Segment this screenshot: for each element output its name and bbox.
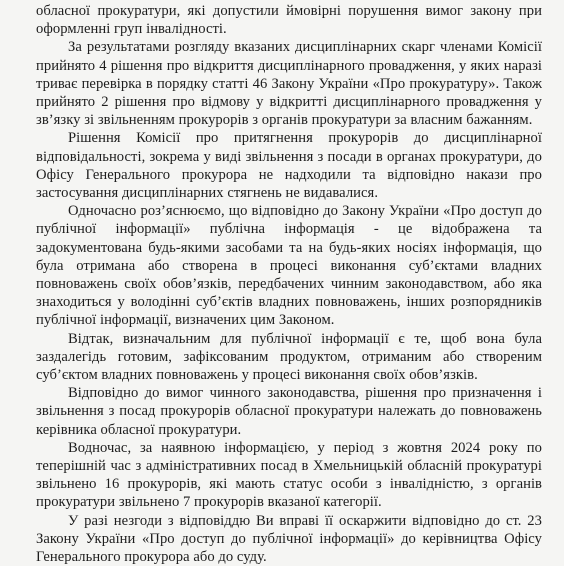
paragraph-dismissal-statistics: Водночас, за наявною інформацією, у період з жовтня 2024 року по теперішній час з адміністративних посад в Хмельницькій обласній прокуратурі звільнено 16 прокурорів, які мають статус особи з інвалідністю, з органів прокуратури звільнено 7 прокурорів вказаної категорії.: [36, 439, 542, 511]
paragraph-continuation: обласної прокуратури, які допустили ймовірні порушення вимог закону при оформленні груп інвалідності.: [36, 3, 542, 38]
paragraph-appeal-rights: У разі незгоди з відповіддю Ви вправі її оскаржити відповідно до ст. 23 Закону України «Про доступ до публічної інформації» до керівництва Офісу Генерального прокурора або до суду.: [36, 512, 542, 566]
paragraph-public-info-criteria: Відтак, визначальним для публічної інформації є те, щоб вона була заздалегідь готовим, зафіксованим продуктом, отриманим або створеним суб’єктом владних повноважень у процесі виконання своїх обов’язків.: [36, 330, 542, 384]
paragraph-commission-decisions: Рішення Комісії про притягнення прокурорів до дисциплінарної відповідальності, зокрема у виді звільнення з посади в органах прокуратури, до Офісу Генерального прокурора не надходили та відповідно накази про застосування дисциплінарних стягнень не видавалися.: [36, 130, 542, 202]
paragraph-public-info-definition: Одночасно роз’яснюємо, що відповідно до Закону України «Про доступ до публічної інформації» публічна інформація - це відображена та задокументована будь-якими засобами та на будь-яких носіях інформація, що була отримана або створена в процесі виконання суб’єктами владних повноважень своїх обов’язків, передбачених чинним законодавством, або яка знаходиться у володінні суб’єктів владних повноважень, інших розпорядників публічної інформації, визначених цим Законом.: [36, 203, 542, 329]
paragraph-review-results: За результатами розгляду вказаних дисциплінарних скарг членами Комісії прийнято 4 рішення про відкриття дисциплінарного провадження, у яких наразі триває перевірка в порядку статті 46 Закону України «Про прокуратуру». Також прийнято 2 рішення про відмову у відкритті дисциплінарного провадження у зв’язку зі звільненням прокурорів з органів прокуратури за власним бажанням.: [36, 39, 542, 129]
paragraph-appointment-authority: Відповідно до вимог чинного законодавства, рішення про призначення і звільнення з посад прокурорів обласної прокуратури належать до повноважень керівника обласної прокуратури.: [36, 385, 542, 438]
